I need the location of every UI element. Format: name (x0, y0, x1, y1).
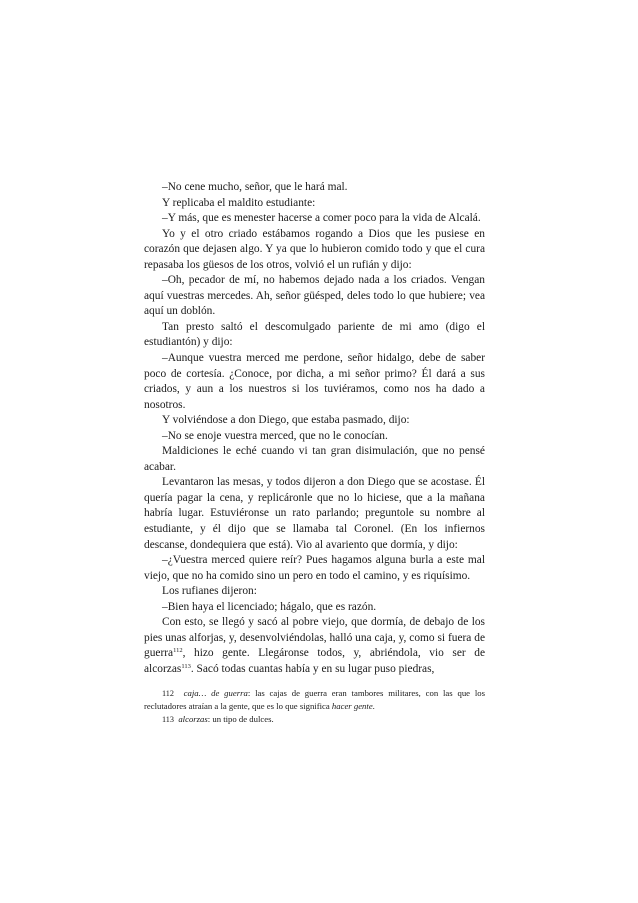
footnote-text: : un tipo de dulces. (207, 714, 274, 724)
paragraph: –No cene mucho, señor, que le hará mal. (162, 181, 348, 193)
footnote-term: caja… de guerra (183, 688, 248, 698)
paragraph: Los rufianes dijeron: (162, 585, 257, 598)
paragraph: –Aunque vuestra merced me perdone, señor hidalgo, debe de saber poco de cortesía. ¿Conoce, por dicha, a mi señor primo? Él dará a sus criados, y aun a los nuestros si los tuviéramos, como nos ha dado a nosotros. (144, 352, 485, 411)
footnote-ref-113[interactable]: 113 (181, 662, 191, 670)
paragraph: Maldiciones le eché cuando vi tan gran disimulación, que no pensé acabar. (144, 445, 485, 473)
footnote-term: alcorzas (178, 714, 208, 724)
paragraph: Tan presto saltó el descomulgado pariente de mi amo (digo el estudiantón) y dijo: (144, 320, 485, 349)
paragraph: –¿Vuestra merced quiere reír? Pues hagamos alguna burla a este mal viejo, que no ha comido sino un pero en todo el camino, y es riquísimo. (144, 554, 485, 582)
footnote-term: hacer gente (331, 701, 373, 711)
text-run: Con esto, se llegó y sacó al pobre viejo, que dormía, de debajo de los pies unas alforjas, y, desenvolviéndolas, halló una caja, y, como si fuera de guerra (144, 616, 485, 660)
footnote-112 (144, 687, 485, 713)
main-text (144, 180, 485, 678)
footnote-ref-112[interactable]: 112 (173, 647, 183, 655)
footnote-text: : las cajas de guerra eran tambores militares, con las que los reclutadores atraían a la gente, que es lo que significa (144, 688, 485, 711)
paragraph: –Bien haya el licenciado; hágalo, que es razón. (162, 600, 377, 613)
paragraph: Levantaron las mesas, y todos dijeron a don Diego que se acostase. Él quería pagar la cena, y replicáronle que no lo hiciese, que a la mañana habría lugar. Estuviéronse un rato parlando; preguntole su nombre al estudiante, y él dijo que se llamaba tal Coronel. (En los infiernos descanse, dondequiera que está). Vio al avariento que dormía, y dijo: (144, 476, 485, 551)
paragraph: –No se enoje vuestra merced, que no le conocían. (162, 429, 388, 442)
footnote-113 (144, 713, 485, 726)
text-run: . Sacó todas cuantas había y en su lugar puso piedras, (190, 662, 435, 675)
footnote-number: 112 (162, 689, 174, 698)
paragraph: –Y más, que es menester hacerse a comer poco para la vida de Alcalá. (162, 212, 481, 225)
paragraph (144, 615, 485, 677)
paragraph: Yo y el otro criado estábamos rogando a Dios que les pusiese en corazón que dejasen algo. Y ya que lo hubieron comido todo y que el cura repasaba los güesos de los otros, volvió el un rufián y dijo: (144, 227, 485, 271)
footnote-number: 113 (162, 715, 174, 724)
footnote-text: . (372, 701, 375, 711)
paragraph: Y volviéndose a don Diego, que estaba pasmado, dijo: (162, 414, 410, 427)
paragraph: Y replicaba el maldito estudiante: (162, 196, 316, 209)
footnotes (144, 687, 485, 726)
text-run: , hizo gente. Llegáronse todos, y, abriéndola, vio ser de alcorzas (144, 647, 485, 675)
paragraph: –Oh, pecador de mí, no habemos dejado nada a los criados. Vengan aquí vuestras mercedes. Ah, señor güésped, deles todo lo que hubiere; vea aquí un doblón. (144, 274, 485, 318)
